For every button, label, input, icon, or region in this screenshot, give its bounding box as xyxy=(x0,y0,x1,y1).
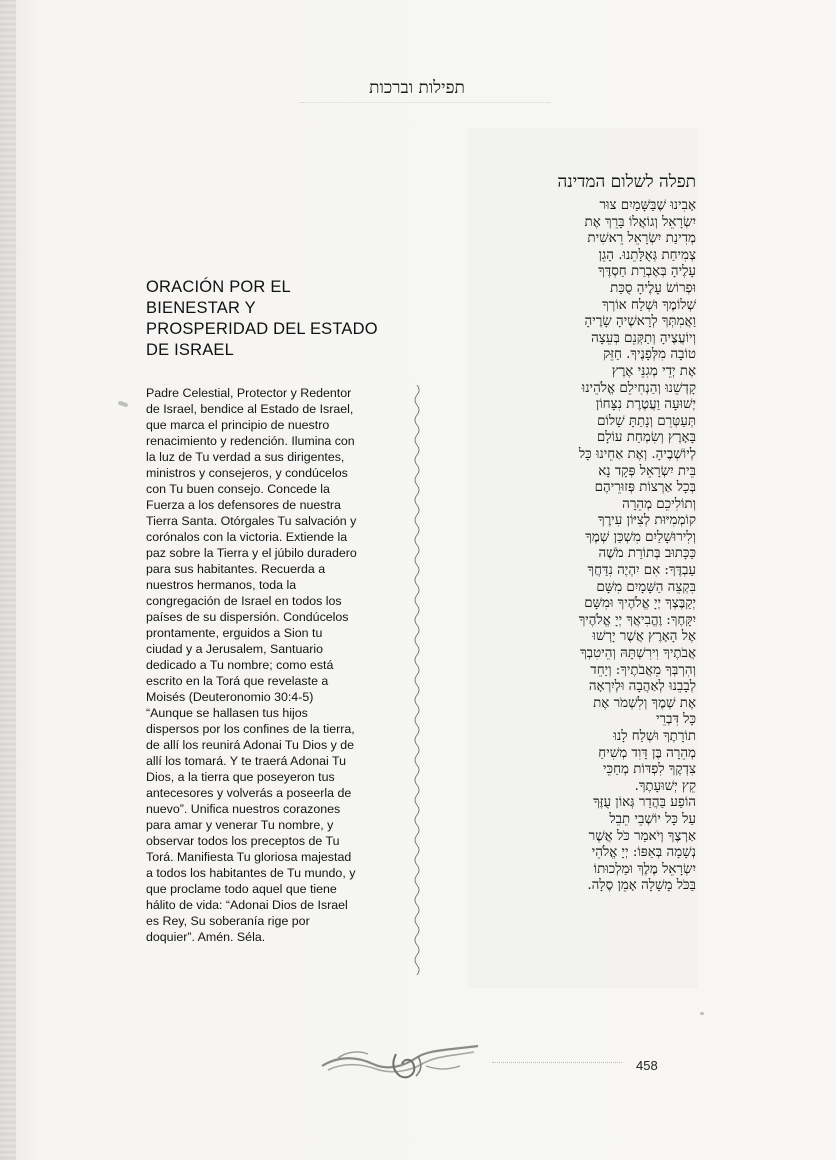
spanish-title-line: BIENESTAR Y xyxy=(146,299,256,317)
text-line: para sus habitantes. Recuerda a xyxy=(146,562,326,576)
text-line: קֵץ יְשׁוּעָתֶךָ. xyxy=(634,778,696,794)
text-line: אָבִינוּ שֶׁבַּשָּׁמַיִם צוּר xyxy=(599,198,696,213)
text-line: con Tu buen consejo. Concede la xyxy=(146,482,330,496)
text-line: corónalos con la victoria. Extiende la xyxy=(146,530,348,544)
text-line: וְתוֹלִיכֵם מְהֵרָה xyxy=(622,496,696,512)
text-line: de Israel, bendice al Estado de Israel, xyxy=(146,402,354,416)
text-line: doquier”. Amén. Séla. xyxy=(146,930,266,944)
text-line: אֶל הָאָרֶץ אֲשֶׁר יָרְשׁוּ xyxy=(592,629,696,645)
text-line: לְיוֹשְׁבֶיהָ. וְאֶת אַחֵינוּ כָּל xyxy=(578,446,696,462)
text-line: לְבָבֵנוּ לְאַהֲבָה וּלְיִרְאָה xyxy=(588,679,696,695)
text-line: allí los tomará. Y te traerá Adonai Tu xyxy=(146,754,346,768)
text-line: יִשְׂרָאֵל מֶלֶךְ וּמַלְכוּתוֹ xyxy=(593,861,696,877)
text-line: ciudad y a Jerusalem, Santuario xyxy=(146,642,324,656)
spanish-title-line: DE ISRAEL xyxy=(146,341,234,359)
spanish-prayer-text xyxy=(146,385,386,945)
text-line: קוֹמְמִיּוּת לְצִיּוֹן עִירֶךָ xyxy=(598,513,696,529)
text-line: אַרְצֶךָ וְיֹאמַר כֹּל אֲשֶׁר xyxy=(588,828,696,844)
text-line: paz sobre la Tierra y el júbilo duradero xyxy=(146,546,357,560)
text-line: escrito en la Torá que revelaste a xyxy=(146,674,329,688)
text-line: שְׁלוֹמֶךָ וּשְׁלַח אוֹרְךָ xyxy=(602,297,696,313)
text-line: בָּאָרֶץ וְשִׂמְחַת עוֹלָם xyxy=(596,430,696,446)
text-line: Torá. Manifiesta Tu gloriosa majestad xyxy=(146,850,352,864)
text-line: בֵּית יִשְׂרָאֵל פְּקָד נָא xyxy=(598,463,696,479)
margin-mark xyxy=(700,1012,704,1015)
text-line: nuestros hermanos, toda la xyxy=(146,578,297,592)
hebrew-prayer-text xyxy=(496,198,696,895)
text-line: וְהִרְבְּךָ מֵאֲבֹתֶיךָ: וְיַחֵד xyxy=(590,662,696,678)
text-line: que marca el principio de nuestro xyxy=(146,418,330,432)
text-line: países de su dispersión. Condúcelos xyxy=(146,610,349,624)
text-line: a todos los habitantes de Tu mundo, y xyxy=(146,866,356,880)
text-line: prontamente, erguidos a Sion tu xyxy=(146,626,323,640)
text-line: renacimiento y redención. Ilumina con xyxy=(146,434,355,448)
text-line: מְדִינַת יִשְׂרָאֵל רֵאשִׁית xyxy=(587,231,696,247)
wavy-column-divider xyxy=(411,385,423,975)
text-line: Padre Celestial, Protector y Redentor xyxy=(146,386,352,400)
text-line: וְלִירוּשָׁלַיִם מִשְׁכַּן שְׁמֶךָ xyxy=(585,529,696,545)
text-line: תוֹרָתֶךָ וּשְׁלַח לָנוּ xyxy=(613,729,696,744)
text-line: צִדְקֶךָ לִפְדּוֹת מְחַכֵּי xyxy=(603,762,696,778)
text-line: “Aunque se hallasen tus hijos xyxy=(146,706,308,720)
text-line: עָלֶיהָ בְּאֶבְרַת חַסְדֶּךָ xyxy=(598,264,696,280)
text-line: dedicado a Tu nombre; como está xyxy=(146,658,334,672)
text-line: אֲבֹתֶיךָ וִירִשְׁתָּהּ וְהֵיטִבְךָ xyxy=(580,646,696,662)
text-line: la luz de Tu verdad a sus dirigentes, xyxy=(146,450,345,464)
text-line: para amar y venerar Tu nombre, y xyxy=(146,818,334,832)
text-line: וּפְרוֹשׂ עָלֶיהָ סֻכַּת xyxy=(610,280,696,296)
text-line: בִּקְצֵה הַשָּׁמָיִם מִשָּׁם xyxy=(596,579,696,595)
spanish-title-line: ORACIÓN POR EL xyxy=(146,278,291,296)
spanish-title-line: PROSPERIDAD DEL ESTADO xyxy=(146,320,378,338)
text-line: עַל כָּל יוֹשְׁבֵי תֵבֵל xyxy=(609,811,696,827)
footer-rule xyxy=(492,1062,622,1064)
hebrew-title: תפלה לשלום המדינה xyxy=(557,172,696,192)
text-line: יְשׁוּעָה וַעֲטֶרֶת נִצָּחוֹן xyxy=(595,397,696,413)
text-line: כָּל דִּבְרֵי xyxy=(655,712,696,728)
text-line: hálito de vida: “Adonai Dios de Israel xyxy=(146,898,348,912)
text-line: טוֹבָה מִלְּפָנֶיךָ. חַזֵּק xyxy=(603,347,696,363)
text-line: קָדְשֵׁנוּ וְהַנְחִילֵם אֱלֹהֵינוּ xyxy=(581,380,696,396)
text-line: וְיוֹעֲצֶיהָ וְתַקְּנֵם בְּעֵצָה xyxy=(591,330,696,346)
text-line: יְקַבֶּצְךָ יְיָ אֱלֹהֶיךָ וּמִשָּׁם xyxy=(584,596,696,612)
text-line: בְּכָל אַרְצוֹת פְּזוּרֵיהֶם xyxy=(594,480,696,496)
text-line: congregación de Israel en todos los xyxy=(146,594,342,608)
text-line: הוֹפַע בַּהֲדַר גְּאוֹן עֻזֶּךָ xyxy=(593,795,696,811)
text-line: observar todos los preceptos de Tu xyxy=(146,834,340,848)
text-line: ministros y consejeros, y condúcelos xyxy=(146,466,348,480)
text-line: que proclame todo aquel que tiene xyxy=(146,882,337,896)
text-line: יִקָּחֶךָ: וֶהֱבִיאֲךָ יְיָ אֱלֹהֶיךָ xyxy=(578,612,696,628)
text-line: מְהֵרָה בֶּן דָּוִד מְשִׁיחַ xyxy=(598,745,696,761)
text-line: כַּכָּתוּב בְּתוֹרַת מֹשֶׁה xyxy=(598,546,696,562)
text-line: בַּכֹּל מָשָׁלָה אָמֵן סֶלָה. xyxy=(587,878,696,894)
page-number: 458 xyxy=(636,1058,658,1073)
text-line: עַבְדֶּךָ: אִם יִהְיֶה נִדַּחֲךָ xyxy=(587,563,696,579)
running-head: תפילות וברכות xyxy=(369,78,465,98)
text-line: Tierra Santa. Otórgales Tu salvación y xyxy=(146,514,357,528)
show-through-line xyxy=(300,102,550,104)
text-line: אֶת יְדֵי מְגִנֵּי אֶרֶץ xyxy=(611,363,696,379)
page-binding-edge xyxy=(0,0,16,1160)
text-line: צְמִיחַת גְּאֻלָּתֵנוּ. הָגֵן xyxy=(598,247,696,263)
text-line: es Rey, Su soberanía rige por xyxy=(146,914,310,928)
ribbon-ornament-icon xyxy=(318,1036,483,1084)
text-line: de allí los reunirá Adonai Tu Dios y de xyxy=(146,738,355,752)
text-line: נְשָׁמָה בְּאַפּוֹ: יְיָ אֱלֹהֵי xyxy=(591,845,696,861)
text-line: יִשְׂרָאֵל וְגוֹאֲלוֹ בָּרֵךְ אֶת xyxy=(584,214,696,230)
text-line: Fuerza a los defensores de nuestra xyxy=(146,498,341,512)
text-line: nuevo”. Unifica nuestros corazones xyxy=(146,802,341,816)
text-line: dispersos por los confines de la tierra, xyxy=(146,722,355,736)
margin-mark xyxy=(118,401,129,408)
text-line: וַאֲמִתְּךָ לְרָאשֶׁיהָ שָׂרֶיהָ xyxy=(584,314,696,330)
text-line: תְּעַטְּרֵם וְנָתַתָּ שָׁלוֹם xyxy=(597,413,696,429)
text-line: antecesores y volverás a poseerla de xyxy=(146,786,352,800)
spanish-title xyxy=(146,277,396,361)
text-line: אֶת שְׁמֶךָ וְלִשְׁמֹר אֶת xyxy=(593,695,696,711)
text-line: Moisés (Deuteronomio 30:4-5) xyxy=(146,690,314,704)
text-line: Dios, a la tierra que poseyeron tus xyxy=(146,770,335,784)
